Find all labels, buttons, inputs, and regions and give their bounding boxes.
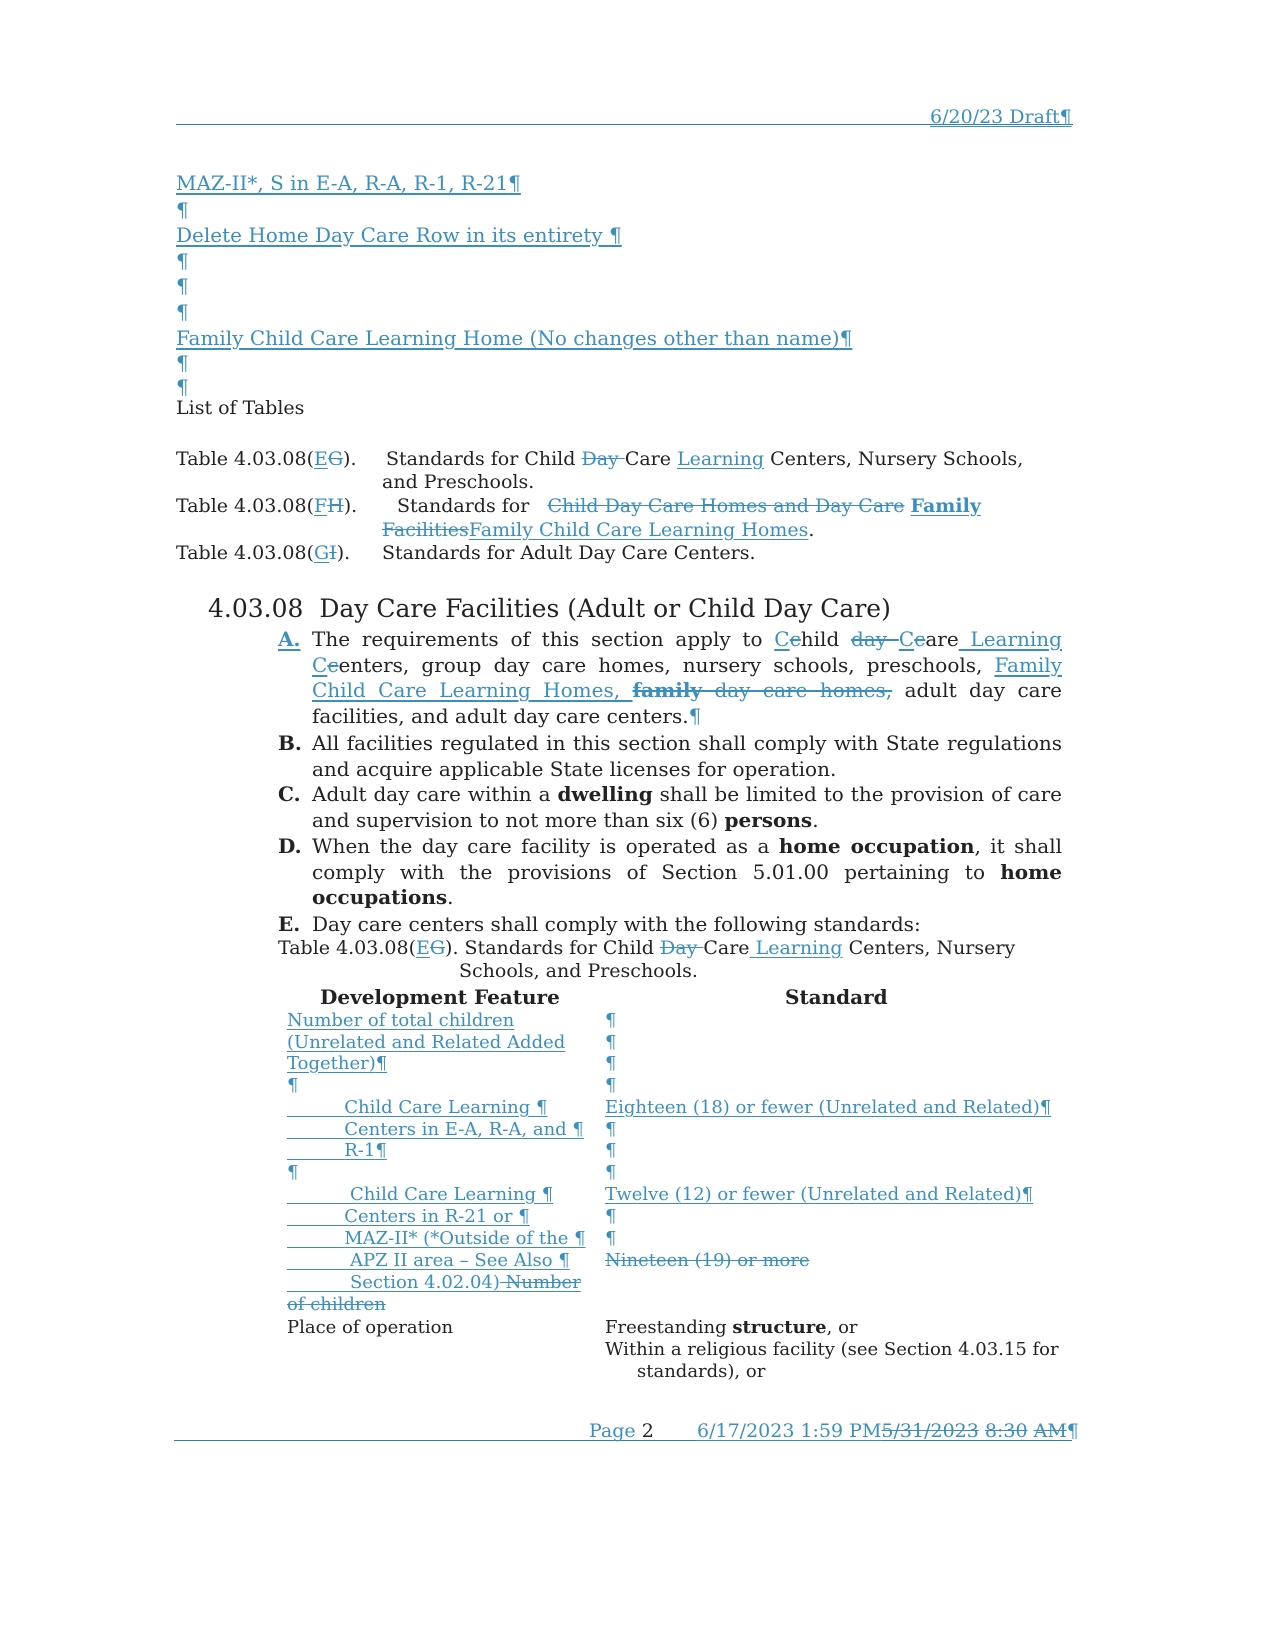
- footer-page: Page 2: [589, 1420, 654, 1442]
- para-d-text: When the day care facility is operated as a home occupation, it shall comply with the provisions of Section 5.01.00 pertaining to home occupations.: [312, 834, 1062, 910]
- para-e-label: E.: [278, 912, 301, 936]
- pilcrow: ¶: [176, 198, 189, 222]
- sub2-line1: Child Care Learning ¶: [349, 1184, 554, 1205]
- list-of-tables-title: List of Tables: [176, 397, 305, 419]
- row1-line1: Number of total children: [287, 1010, 515, 1031]
- note-delete: Delete Home Day Care Row in its entirety ¶: [176, 223, 622, 247]
- para-e-text: Day care centers shall comply with the following standards:: [312, 912, 921, 936]
- lot-table-desc-1: Standards for Child Day Care Learning Centers, Nursery Schools,: [386, 448, 1024, 470]
- standard-eighteen: Eighteen (18) or fewer (Unrelated and Related)¶: [605, 1097, 1052, 1118]
- para-a-text: The requirements of this section apply to Cchild day Ccare Learning Ccenters, group day care homes, nursery schools, preschools, Family Child Care Learning Homes, family day care homes, adult day care facilities, and adult day care centers.¶: [312, 627, 1062, 729]
- para-c-text: Adult day care within a dwelling shall be limited to the provision of care and supervision to not more than six (6) persons.: [312, 782, 1062, 832]
- para-a-label: A.: [278, 627, 301, 651]
- note-family: Family Child Care Learning Home (No changes other than name)¶: [176, 326, 853, 350]
- pilcrow: ¶: [176, 300, 189, 324]
- lot-table-ref-3: Table 4.03.08(GI).: [176, 542, 351, 564]
- place-label: Place of operation: [287, 1317, 454, 1338]
- place-standard-2: Within a religious facility (see Section 4.03.15 for: [605, 1339, 1059, 1360]
- sub2-line2: Centers in R-21 or ¶: [344, 1206, 530, 1227]
- lot-table-desc-2b: FacilitiesFamily Child Care Learning Homes.: [382, 519, 815, 541]
- pilcrow: ¶: [176, 351, 189, 375]
- pilcrow: ¶: [605, 1119, 617, 1140]
- col-header-standard: Standard: [785, 985, 888, 1009]
- sub1-line2: Centers in E-A, R-A, and ¶: [344, 1119, 584, 1140]
- draft-date: 6/20/23 Draft¶: [930, 106, 1072, 128]
- para-d-label: D.: [278, 834, 302, 858]
- pilcrow: ¶: [605, 1075, 617, 1096]
- para-b-text: All facilities regulated in this section shall comply with State regulations and acquire applicable State licenses for operation.: [312, 731, 1062, 781]
- sub1-line3: R-1¶: [344, 1140, 387, 1161]
- pilcrow: ¶: [287, 1075, 299, 1096]
- place-standard-1: Freestanding structure, or: [605, 1317, 858, 1338]
- pilcrow: ¶: [605, 1010, 617, 1031]
- sub2-line6: of children: [287, 1294, 386, 1315]
- place-standard-3: standards), or: [637, 1361, 766, 1382]
- section-heading: 4.03.08 Day Care Facilities (Adult or Child Day Care): [208, 594, 891, 623]
- pilcrow: ¶: [605, 1053, 617, 1074]
- para-b-label: B.: [278, 731, 302, 755]
- footer-date: 6/17/2023 1:59 PM5/31/2023 8:30 AM¶: [697, 1420, 1079, 1442]
- para-c-label: C.: [278, 782, 301, 806]
- sub1-line1: Child Care Learning ¶: [344, 1097, 548, 1118]
- standard-twelve: Twelve (12) or fewer (Unrelated and Related)¶: [605, 1184, 1034, 1205]
- table-caption-2: Schools, and Preschools.: [459, 960, 698, 982]
- pilcrow: ¶: [176, 274, 189, 298]
- sub2-line4: APZ II area – See Also ¶: [349, 1250, 570, 1271]
- pilcrow: ¶: [605, 1162, 617, 1183]
- pilcrow: ¶: [176, 249, 189, 273]
- row1-line2: (Unrelated and Related Added: [287, 1032, 566, 1053]
- pilcrow: ¶: [605, 1032, 617, 1053]
- lot-table-ref-1: Table 4.03.08(EG).: [176, 448, 357, 470]
- row1-line3: Together)¶: [287, 1053, 388, 1074]
- pilcrow: ¶: [176, 375, 189, 399]
- pilcrow: ¶: [605, 1140, 617, 1161]
- pilcrow: ¶: [287, 1162, 299, 1183]
- sub2-line5: Section 4.02.04) Number: [349, 1272, 581, 1293]
- pilcrow: ¶: [605, 1228, 617, 1249]
- note-maz: MAZ-II*, S in E-A, R-A, R-1, R-21¶: [176, 171, 521, 195]
- pilcrow: ¶: [605, 1206, 617, 1227]
- table-caption: Table 4.03.08(EG). Standards for Child Day Care Learning Centers, Nursery: [278, 937, 1016, 959]
- lot-table-desc-3: Standards for Adult Day Care Centers.: [382, 542, 756, 564]
- lot-table-desc-2: Standards for Child Day Care Homes and Day Care Family: [397, 495, 981, 517]
- standard-nineteen-deleted: Nineteen (19) or more: [605, 1250, 810, 1271]
- lot-table-desc-1b: and Preschools.: [382, 471, 535, 493]
- sub2-line3: MAZ-II* (*Outside of the ¶: [344, 1228, 586, 1249]
- col-header-feature: Development Feature: [320, 985, 560, 1009]
- lot-table-ref-2: Table 4.03.08(FH).: [176, 495, 358, 517]
